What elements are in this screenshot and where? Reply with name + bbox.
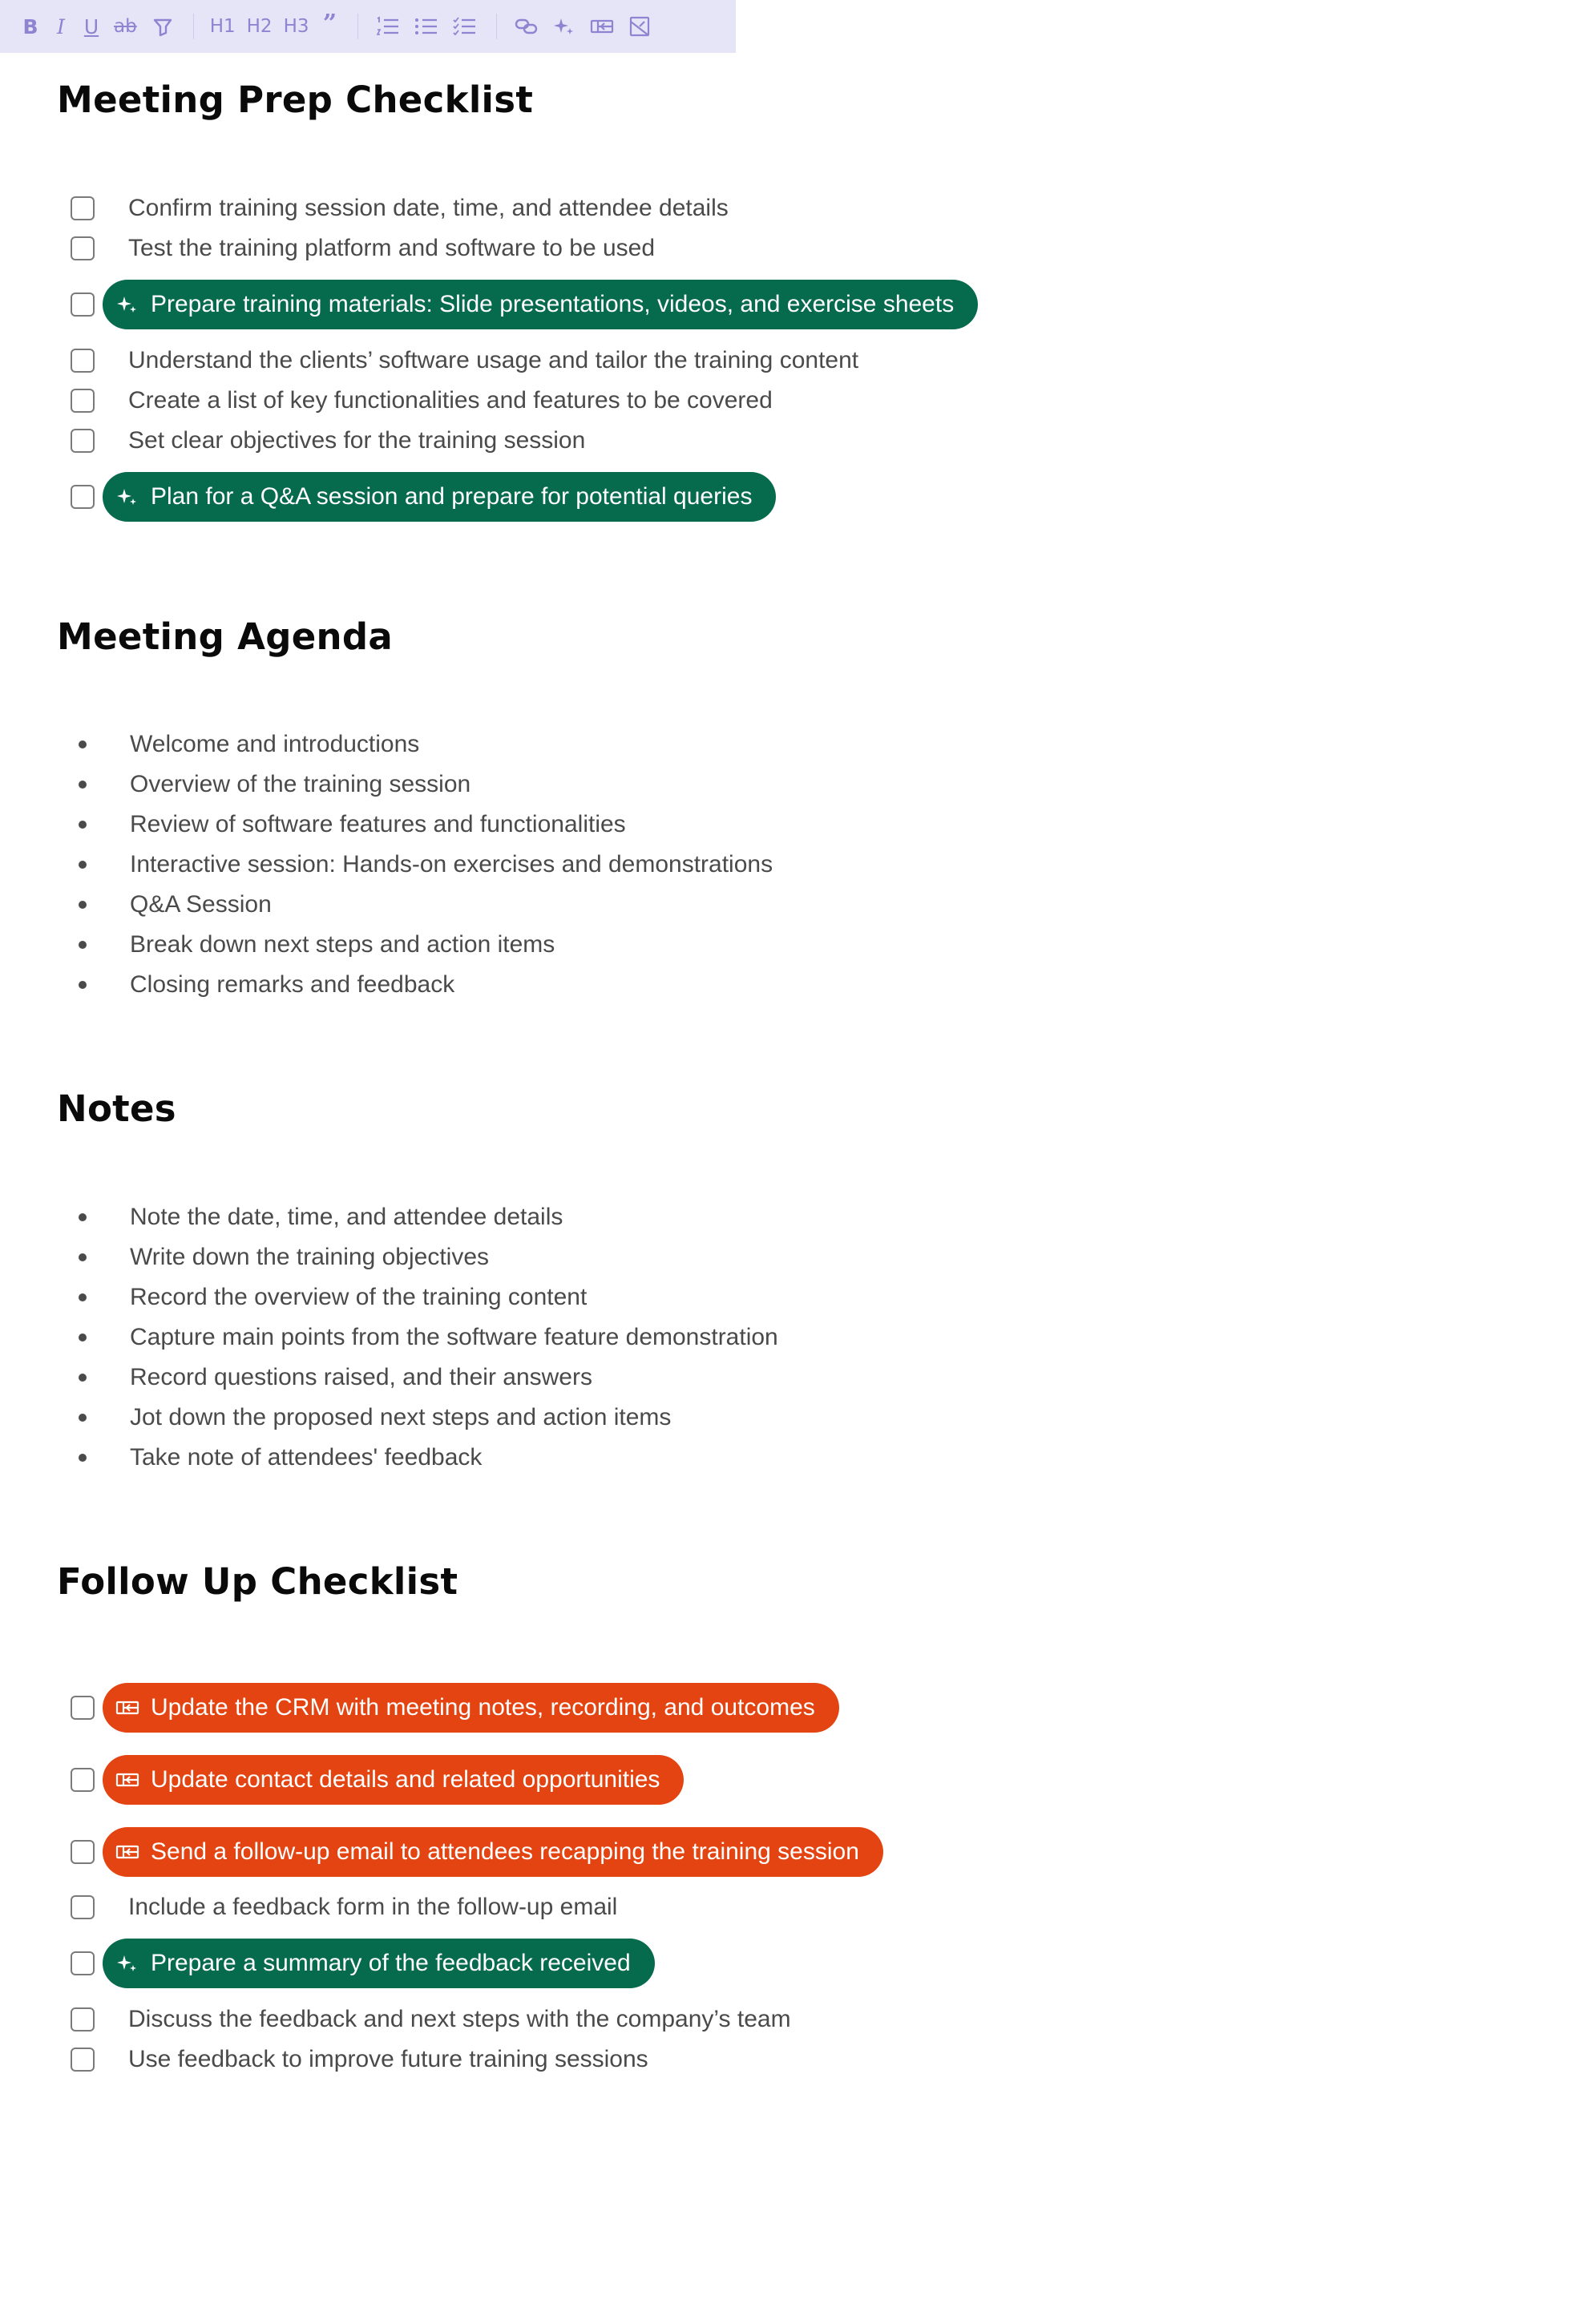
pill-text: Send a follow-up email to attendees recapping the training session — [151, 1838, 859, 1865]
bullet — [79, 1374, 87, 1382]
checkbox[interactable] — [71, 1951, 95, 1975]
list-item — [79, 965, 454, 1005]
checkbox[interactable] — [71, 293, 95, 317]
checklist-item — [71, 284, 978, 325]
checklist-item — [71, 2040, 648, 2080]
quote-button[interactable]: ” — [322, 9, 337, 38]
section-title-notes: Notes — [57, 1087, 176, 1130]
list-item — [79, 1197, 563, 1237]
checklist-item — [71, 421, 585, 461]
bullet — [79, 1213, 87, 1221]
list-item — [79, 724, 419, 765]
list-item — [79, 1317, 778, 1358]
pill-text: Plan for a Q&A session and prepare for potential queries — [151, 483, 753, 510]
toolbar-divider — [496, 14, 497, 39]
list-item-text: Interactive session: Hands-on exercises and demonstrations — [130, 851, 773, 878]
list-item-text: Q&A Session — [130, 891, 272, 918]
bullet — [79, 781, 87, 789]
checkbox[interactable] — [71, 1895, 95, 1919]
checklist-item — [71, 1760, 684, 1800]
bullet — [79, 1253, 87, 1261]
crm-action-pill[interactable] — [103, 1755, 684, 1805]
list-item-text: Note the date, time, and attendee details — [130, 1204, 563, 1230]
bullet — [79, 1333, 87, 1342]
sparkle-icon — [115, 293, 139, 317]
list-item-text: Welcome and introductions — [130, 731, 420, 757]
checklist-item-text: Test the training platform and software to be used — [128, 235, 656, 261]
bullet — [79, 861, 87, 869]
list-item — [79, 925, 555, 965]
checkbox[interactable] — [71, 1768, 95, 1792]
pill-text: Prepare a summary of the feedback received — [151, 1950, 631, 1976]
list-item-text: Write down the training objectives — [130, 1244, 490, 1270]
heading-1-button[interactable]: H1 — [209, 16, 236, 37]
checkbox[interactable] — [71, 485, 95, 509]
ai-suggestion-pill[interactable] — [103, 472, 776, 522]
checklist-item — [71, 341, 858, 381]
pill-text: Update contact details and related opportunities — [151, 1766, 660, 1793]
highlight-button[interactable] — [147, 10, 179, 42]
bullet — [79, 901, 87, 909]
checklist-item — [71, 1943, 655, 1983]
section-title-follow-up: Follow Up Checklist — [57, 1560, 458, 1603]
list-item — [79, 845, 773, 885]
checklist-item-text: Confirm training session date, time, and attendee details — [128, 195, 729, 221]
ai-suggestion-pill[interactable] — [103, 280, 978, 329]
list-item — [79, 1438, 482, 1478]
checkbox[interactable] — [71, 2007, 95, 2031]
checkbox[interactable] — [71, 1840, 95, 1864]
list-item-text: Capture main points from the software feature demonstration — [130, 1324, 778, 1350]
toolbar-divider — [357, 14, 358, 39]
list-item-text: Jot down the proposed next steps and action items — [130, 1404, 672, 1430]
checklist-item — [71, 228, 655, 268]
bullet-list-button[interactable] — [410, 10, 443, 42]
bullet — [79, 740, 87, 748]
list-item-text: Break down next steps and action items — [130, 931, 555, 958]
underline-button[interactable]: U — [83, 14, 99, 38]
checkbox[interactable] — [71, 2048, 95, 2072]
checklist-item — [71, 188, 729, 228]
sparkle-icon — [553, 15, 575, 38]
formatting-toolbar — [0, 0, 736, 53]
checklist-item — [71, 1832, 883, 1872]
checkbox[interactable] — [71, 196, 95, 220]
checklist-item — [71, 381, 773, 421]
checklist-item — [71, 1999, 791, 2040]
italic-button[interactable]: I — [57, 14, 65, 38]
checklist-item-text: Set clear objectives for the training session — [128, 427, 586, 454]
checklist-icon — [453, 16, 477, 37]
checklist-button[interactable] — [448, 10, 482, 42]
bullet — [79, 1454, 87, 1462]
strikethrough-button[interactable]: ab — [114, 16, 137, 37]
checklist-item — [71, 1887, 617, 1927]
section-title-meeting-agenda: Meeting Agenda — [57, 615, 394, 658]
link-icon — [515, 15, 539, 38]
list-item — [79, 885, 272, 925]
crm-icon — [115, 1840, 139, 1864]
checkbox[interactable] — [71, 1696, 95, 1720]
heading-2-button[interactable]: H2 — [246, 16, 273, 37]
checkbox[interactable] — [71, 236, 95, 260]
list-item-text: Record questions raised, and their answers — [130, 1364, 592, 1390]
list-item-text: Review of software features and functionalities — [130, 811, 626, 837]
highlighter-icon — [151, 15, 174, 38]
crm-icon — [115, 1768, 139, 1792]
numbered-list-icon — [376, 16, 400, 37]
bullet — [79, 1293, 87, 1301]
bullet — [79, 981, 87, 989]
bullet — [79, 821, 87, 829]
crm-action-pill[interactable] — [103, 1683, 839, 1733]
checkbox[interactable] — [71, 429, 95, 453]
link-button[interactable] — [510, 10, 543, 42]
pill-text: Update the CRM with meeting notes, recording, and outcomes — [151, 1694, 815, 1721]
crm-action-pill[interactable] — [103, 1827, 883, 1877]
list-item — [79, 1277, 587, 1317]
crm-button[interactable] — [585, 10, 619, 42]
checklist-item-text: Discuss the feedback and next steps with the company’s team — [128, 2006, 791, 2032]
crm-icon — [115, 1696, 139, 1720]
heading-3-button[interactable]: H3 — [283, 16, 309, 37]
checklist-item — [71, 477, 776, 517]
checklist-item — [71, 1688, 839, 1728]
crm-icon — [590, 16, 614, 37]
sparkle-icon — [115, 1951, 139, 1975]
list-item — [79, 1358, 592, 1398]
checklist-item-text: Use feedback to improve future training sessions — [128, 2046, 648, 2072]
checklist-item-text: Create a list of key functionalities and features to be covered — [128, 387, 773, 414]
checklist-item-text: Understand the clients’ software usage and tailor the training content — [128, 347, 859, 373]
list-item-text: Take note of attendees' feedback — [130, 1444, 483, 1471]
pill-text: Prepare training materials: Slide presentations, videos, and exercise sheets — [151, 291, 955, 317]
checkbox[interactable] — [71, 389, 95, 413]
ai-suggestion-pill[interactable] — [103, 1939, 655, 1988]
checkbox[interactable] — [71, 349, 95, 373]
list-item — [79, 765, 470, 805]
sparkle-icon — [115, 485, 139, 509]
bullet — [79, 1414, 87, 1422]
list-item-text: Overview of the training session — [130, 771, 471, 797]
ai-sparkle-button[interactable] — [548, 10, 580, 42]
numbered-list-button[interactable] — [371, 10, 405, 42]
list-item — [79, 1237, 489, 1277]
bullet — [79, 941, 87, 949]
bullet-list-icon — [414, 16, 438, 37]
list-item — [79, 1398, 671, 1438]
list-item-text: Closing remarks and feedback — [130, 971, 455, 998]
checklist-item-text: Include a feedback form in the follow-up email — [128, 1894, 618, 1920]
image-icon — [628, 15, 651, 38]
section-title-meeting-prep: Meeting Prep Checklist — [57, 79, 534, 121]
list-item-text: Record the overview of the training content — [130, 1284, 588, 1310]
toolbar-divider — [193, 14, 194, 39]
bold-button[interactable]: B — [22, 14, 38, 38]
image-button[interactable] — [624, 10, 656, 42]
list-item — [79, 805, 626, 845]
